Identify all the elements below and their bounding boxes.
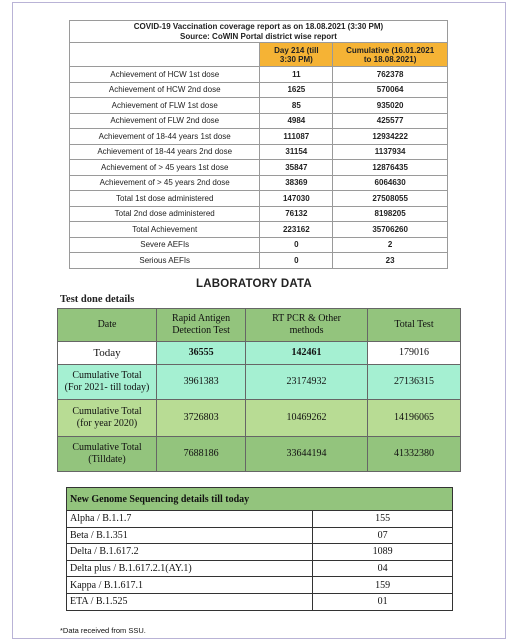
total-value: 41332380 xyxy=(367,437,460,472)
vaccination-title: COVID-19 Vaccination coverage report as on 18.08.2021 (3:30 PM) Source: CoWIN Portal district wise report xyxy=(70,21,448,43)
cumulative-value: 762378 xyxy=(333,67,448,83)
table-row xyxy=(70,175,448,191)
row-label: Achievement of HCW 1st dose xyxy=(70,67,260,83)
row-label: Serious AEFIs xyxy=(70,253,260,269)
day-value: 38369 xyxy=(260,175,333,191)
vaccination-header-cumulative: Cumulative (16.01.2021 to 18.08.2021) xyxy=(333,43,448,67)
row-label: Achievement of HCW 2nd dose xyxy=(70,82,260,98)
row-label: Severe AEFIs xyxy=(70,237,260,253)
table-row xyxy=(70,129,448,145)
day-value: 1625 xyxy=(260,82,333,98)
cumulative-value: 35706260 xyxy=(333,222,448,238)
genome-sequencing-table xyxy=(66,487,453,611)
rtpcr-value: 23174932 xyxy=(246,365,368,400)
rapid-value: 36555 xyxy=(157,342,246,365)
cumulative-value: 935020 xyxy=(333,98,448,114)
header-rapid-antigen: Rapid Antigen Detection Test xyxy=(157,309,246,342)
vaccination-header-blank xyxy=(70,43,260,67)
rtpcr-value: 10469262 xyxy=(246,400,368,437)
cumulative-value: 23 xyxy=(333,253,448,269)
day-value: 147030 xyxy=(260,191,333,207)
table-row xyxy=(70,113,448,129)
table-row xyxy=(67,511,453,528)
row-label: Achievement of > 45 years 2nd dose xyxy=(70,175,260,191)
row-label: Total 2nd dose administered xyxy=(70,206,260,222)
variant-name: Kappa / B.1.617.1 xyxy=(67,577,313,594)
day-value: 11 xyxy=(260,67,333,83)
row-label: Achievement of 18-44 years 1st dose xyxy=(70,129,260,145)
total-value: 179016 xyxy=(367,342,460,365)
table-row xyxy=(58,342,461,365)
day-value: 4984 xyxy=(260,113,333,129)
row-label: Today xyxy=(58,342,157,365)
day-value: 31154 xyxy=(260,144,333,160)
row-label: Total 1st dose administered xyxy=(70,191,260,207)
cumulative-value: 27508055 xyxy=(333,191,448,207)
cumulative-value: 1137934 xyxy=(333,144,448,160)
row-label: Achievement of FLW 1st dose xyxy=(70,98,260,114)
table-row xyxy=(70,98,448,114)
table-row xyxy=(70,67,448,83)
rtpcr-value: 33644194 xyxy=(246,437,368,472)
table-row xyxy=(58,437,461,472)
day-value: 85 xyxy=(260,98,333,114)
vaccination-header-day: Day 214 (till 3:30 PM) xyxy=(260,43,333,67)
total-value: 27136315 xyxy=(367,365,460,400)
table-row xyxy=(70,160,448,176)
row-label: Achievement of FLW 2nd dose xyxy=(70,113,260,129)
header-date: Date xyxy=(58,309,157,342)
row-label: Cumulative Total (Tilldate) xyxy=(58,437,157,472)
table-row xyxy=(70,206,448,222)
cumulative-value: 12876435 xyxy=(333,160,448,176)
rapid-value: 7688186 xyxy=(157,437,246,472)
table-row xyxy=(70,253,448,269)
day-value: 35847 xyxy=(260,160,333,176)
rapid-value: 3961383 xyxy=(157,365,246,400)
table-row xyxy=(70,144,448,160)
header-total-test: Total Test xyxy=(367,309,460,342)
variant-name: Beta / B.1.351 xyxy=(67,527,313,544)
day-value: 0 xyxy=(260,237,333,253)
table-row xyxy=(58,400,461,437)
table-row xyxy=(67,560,453,577)
variant-count: 01 xyxy=(313,593,453,610)
table-row xyxy=(70,191,448,207)
variant-count: 159 xyxy=(313,577,453,594)
genome-header-row xyxy=(67,488,453,511)
row-label: Achievement of 18-44 years 2nd dose xyxy=(70,144,260,160)
row-label: Achievement of > 45 years 1st dose xyxy=(70,160,260,176)
laboratory-title: LABORATORY DATA xyxy=(196,278,312,290)
rapid-value: 3726803 xyxy=(157,400,246,437)
table-row xyxy=(67,544,453,561)
variant-count: 1089 xyxy=(313,544,453,561)
cumulative-value: 12934222 xyxy=(333,129,448,145)
cumulative-value: 2 xyxy=(333,237,448,253)
laboratory-header-row xyxy=(58,309,461,342)
vaccination-header-row xyxy=(70,43,448,67)
footnote: *Data received from SSU. xyxy=(60,626,146,635)
variant-name: Delta plus / B.1.617.2.1(AY.1) xyxy=(67,560,313,577)
variant-name: Alpha / B.1.1.7 xyxy=(67,511,313,528)
table-row xyxy=(67,527,453,544)
table-row xyxy=(67,593,453,610)
variant-name: ETA / B.1.525 xyxy=(67,593,313,610)
row-label: Cumulative Total (for year 2020) xyxy=(58,400,157,437)
variant-name: Delta / B.1.617.2 xyxy=(67,544,313,561)
day-value: 111087 xyxy=(260,129,333,145)
day-value: 76132 xyxy=(260,206,333,222)
total-value: 14196065 xyxy=(367,400,460,437)
rtpcr-value: 142461 xyxy=(246,342,368,365)
table-row xyxy=(70,82,448,98)
table-row xyxy=(70,222,448,238)
table-row xyxy=(67,577,453,594)
vaccination-title-row xyxy=(70,21,448,43)
table-row xyxy=(70,237,448,253)
cumulative-value: 570064 xyxy=(333,82,448,98)
cumulative-value: 8198205 xyxy=(333,206,448,222)
variant-count: 155 xyxy=(313,511,453,528)
genome-title: New Genome Sequencing details till today xyxy=(67,488,453,511)
row-label: Cumulative Total (For 2021- till today) xyxy=(58,365,157,400)
header-rtpcr: RT PCR & Other methods xyxy=(246,309,368,342)
vaccination-table xyxy=(69,20,448,269)
variant-count: 07 xyxy=(313,527,453,544)
cumulative-value: 425577 xyxy=(333,113,448,129)
day-value: 0 xyxy=(260,253,333,269)
laboratory-table xyxy=(57,308,461,472)
row-label: Total Achievement xyxy=(70,222,260,238)
day-value: 223162 xyxy=(260,222,333,238)
cumulative-value: 6064630 xyxy=(333,175,448,191)
test-done-subtitle: Test done details xyxy=(60,294,135,305)
variant-count: 04 xyxy=(313,560,453,577)
table-row xyxy=(58,365,461,400)
